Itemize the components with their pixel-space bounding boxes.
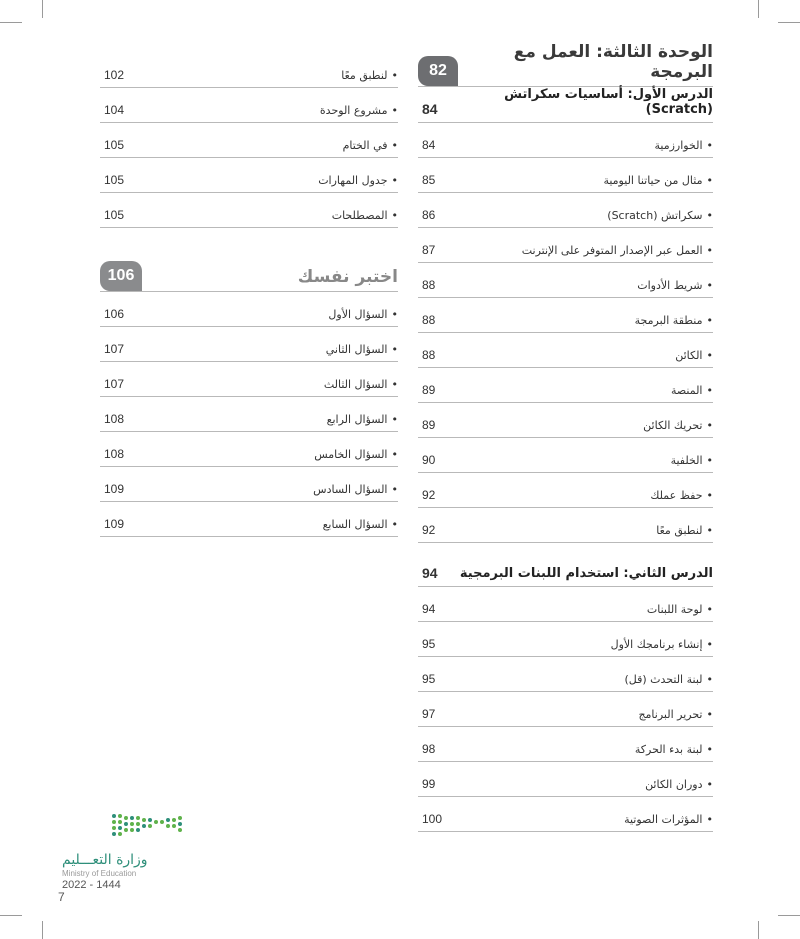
lesson-title: الدرس الأول: أساسيات سكراتش (Scratch) <box>504 87 713 117</box>
toc-entry-title: • السؤال السابع <box>323 518 398 531</box>
toc-entry <box>100 292 398 327</box>
toc-entry-title: • دوران الكائن <box>645 778 713 791</box>
toc-entry-page: 85 <box>422 173 436 187</box>
toc-entry <box>418 438 713 473</box>
toc-entry <box>418 692 713 727</box>
crop-mark <box>42 921 43 939</box>
logo-dot <box>112 826 116 830</box>
lesson-header <box>418 551 713 587</box>
logo-dot <box>112 814 116 818</box>
lesson-title: الدرس الثاني: استخدام اللبنات البرمجية <box>459 566 713 581</box>
logo-dot <box>178 816 182 820</box>
toc-entry-page: 88 <box>422 278 436 292</box>
toc-entry-page: 100 <box>422 812 443 826</box>
toc-entry-page: 108 <box>104 412 125 426</box>
toc-entry <box>418 158 713 193</box>
crop-mark <box>42 0 43 18</box>
toc-entry-title: • لوحة اللبنات <box>647 603 713 616</box>
toc-entry-page: 97 <box>422 707 436 721</box>
toc-entry <box>418 508 713 543</box>
toc-entry-page: 92 <box>422 488 436 502</box>
toc-entry-page: 105 <box>104 208 125 222</box>
toc-entry <box>100 327 398 362</box>
toc-entry-title: • العمل عبر الإصدار المتوفر على الإنترنت <box>522 244 713 257</box>
toc-entry-title: • منطقة البرمجة <box>635 314 713 327</box>
logo-dot <box>148 818 152 822</box>
ministry-name-english: Ministry of Education <box>62 869 137 878</box>
toc-entry-page: 92 <box>422 523 436 537</box>
toc-entry-page: 107 <box>104 377 125 391</box>
toc-entry-page: 88 <box>422 313 436 327</box>
toc-entry-title: • السؤال الثالث <box>324 378 398 391</box>
logo-dot <box>178 822 182 826</box>
toc-entry <box>418 622 713 657</box>
toc-list <box>418 587 713 832</box>
toc-left-column <box>100 53 398 537</box>
crop-mark <box>778 915 800 916</box>
logo-dot <box>142 824 146 828</box>
toc-entry <box>418 727 713 762</box>
toc-entry <box>100 193 398 228</box>
toc-entry-page: 84 <box>422 138 436 152</box>
toc-entry <box>418 228 713 263</box>
logo-dot <box>172 824 176 828</box>
unit-header <box>418 42 713 87</box>
logo-dot <box>130 828 134 832</box>
toc-entry <box>418 762 713 797</box>
logo-dot <box>142 818 146 822</box>
logo-dot <box>172 818 176 822</box>
toc-entry-title: • الكائن <box>675 349 713 362</box>
lesson-header <box>418 87 713 123</box>
page-number: 7 <box>58 890 65 904</box>
toc-entry-page: 90 <box>422 453 436 467</box>
toc-entry-page: 94 <box>422 602 436 616</box>
toc-entry-page: 102 <box>104 68 125 82</box>
toc-entry-page: 95 <box>422 672 436 686</box>
toc-entry <box>418 368 713 403</box>
toc-entry <box>100 397 398 432</box>
toc-entry-title: • السؤال السادس <box>313 483 398 496</box>
crop-mark <box>758 0 759 18</box>
toc-entry <box>418 473 713 508</box>
toc-entry-title: • جدول المهارات <box>318 174 398 187</box>
toc-entry-title: • لنطبق معًا <box>656 524 713 537</box>
toc-entry-title: • تحرير البرنامج <box>638 708 713 721</box>
toc-entry <box>100 467 398 502</box>
toc-entry <box>100 88 398 123</box>
toc-entry-page: 95 <box>422 637 436 651</box>
lesson-page: 84 <box>422 101 438 117</box>
toc-entry <box>100 432 398 467</box>
toc-entry-page: 99 <box>422 777 436 791</box>
toc-entry-title: • في الختام <box>343 139 398 152</box>
logo-dot <box>124 816 128 820</box>
logo-dot <box>118 826 122 830</box>
toc-entry-title: • شريط الأدوات <box>637 279 713 292</box>
logo-dot <box>178 828 182 832</box>
test-section-title: اختبر نفسك <box>297 267 398 287</box>
toc-entry <box>418 657 713 692</box>
logo-dot <box>130 816 134 820</box>
toc-entry <box>100 123 398 158</box>
toc-entry-page: 105 <box>104 173 125 187</box>
toc-list <box>100 292 398 537</box>
toc-entry-title: • المؤثرات الصوتية <box>624 813 713 826</box>
toc-entry <box>418 333 713 368</box>
logo-dot <box>136 828 140 832</box>
toc-entry-page: 89 <box>422 418 436 432</box>
toc-entry <box>418 298 713 333</box>
toc-entry-title: • تحريك الكائن <box>643 419 713 432</box>
toc-entry-title: • إنشاء برنامجك الأول <box>611 638 713 651</box>
logo-dot <box>154 820 158 824</box>
ministry-name-arabic: وزارة التعـــليم <box>62 852 148 868</box>
lesson-page: 94 <box>422 565 438 581</box>
logo-dot <box>118 820 122 824</box>
logo-dot <box>160 820 164 824</box>
toc-entry <box>100 362 398 397</box>
toc-list <box>418 123 713 543</box>
toc-entry-page: 86 <box>422 208 436 222</box>
toc-entry-page: 89 <box>422 383 436 397</box>
toc-entry-title: • مثال من حياتنا اليومية <box>603 174 713 187</box>
toc-entry-title: • المنصة <box>671 384 713 397</box>
logo-dot <box>118 832 122 836</box>
toc-entry-title: • السؤال الأول <box>328 308 398 321</box>
toc-entry-page: 98 <box>422 742 436 756</box>
logo-dot <box>136 822 140 826</box>
toc-entry-title: • سكراتش (Scratch) <box>607 209 713 222</box>
toc-entry-title: • المصطلحات <box>332 209 398 222</box>
toc-entry <box>100 502 398 537</box>
crop-mark <box>758 921 759 939</box>
toc-entry <box>100 53 398 88</box>
ministry-logo-text <box>62 852 172 891</box>
logo-dot <box>112 832 116 836</box>
toc-entry <box>418 797 713 832</box>
toc-entry-title: • حفظ عملك <box>650 489 713 502</box>
toc-entry <box>418 263 713 298</box>
toc-entry-title: • لنطبق معًا <box>341 69 398 82</box>
logo-dot <box>136 816 140 820</box>
toc-entry-page: 88 <box>422 348 436 362</box>
toc-entry-page: 108 <box>104 447 125 461</box>
toc-entry <box>100 158 398 193</box>
toc-right-column <box>418 42 713 832</box>
toc-entry <box>418 403 713 438</box>
toc-entry-title: • الخلفية <box>671 454 713 467</box>
logo-dot <box>166 824 170 828</box>
logo-dot <box>118 814 122 818</box>
edition-year: 2022 - 1444 <box>62 879 121 891</box>
toc-list <box>100 53 398 228</box>
crop-mark <box>0 22 22 23</box>
logo-dot <box>148 824 152 828</box>
unit-title: الوحدة الثالثة: العمل مع البرمجة <box>513 42 713 82</box>
toc-entry-title: • مشروع الوحدة <box>320 104 398 117</box>
toc-entry-page: 105 <box>104 138 125 152</box>
logo-dot <box>166 818 170 822</box>
toc-entry-title: • السؤال الخامس <box>314 448 398 461</box>
logo-dot <box>130 822 134 826</box>
crop-mark <box>778 22 800 23</box>
logo-dot <box>124 828 128 832</box>
logo-dot <box>112 820 116 824</box>
test-section-page-badge: 106 <box>100 261 142 291</box>
toc-entry <box>418 193 713 228</box>
test-section-header <box>100 258 398 292</box>
toc-entry-page: 109 <box>104 517 125 531</box>
toc-entry-page: 87 <box>422 243 436 257</box>
crop-mark <box>0 915 22 916</box>
logo-dot <box>124 822 128 826</box>
toc-entry-page: 104 <box>104 103 125 117</box>
toc-entry-title: • لبنة بدء الحركة <box>635 743 713 756</box>
ministry-logo-icon <box>62 808 182 848</box>
toc-entry-title: • الخوارزمية <box>655 139 713 152</box>
toc-entry-title: • السؤال الرابع <box>327 413 398 426</box>
toc-entry-page: 106 <box>104 307 125 321</box>
toc-entry-page: 107 <box>104 342 125 356</box>
toc-entry-title: • السؤال الثاني <box>326 343 398 356</box>
toc-entry-page: 109 <box>104 482 125 496</box>
toc-entry <box>418 123 713 158</box>
unit-page-badge: 82 <box>418 56 458 86</box>
toc-entry <box>418 587 713 622</box>
toc-entry-title: • لبنة التحدث (قل) <box>624 673 713 686</box>
